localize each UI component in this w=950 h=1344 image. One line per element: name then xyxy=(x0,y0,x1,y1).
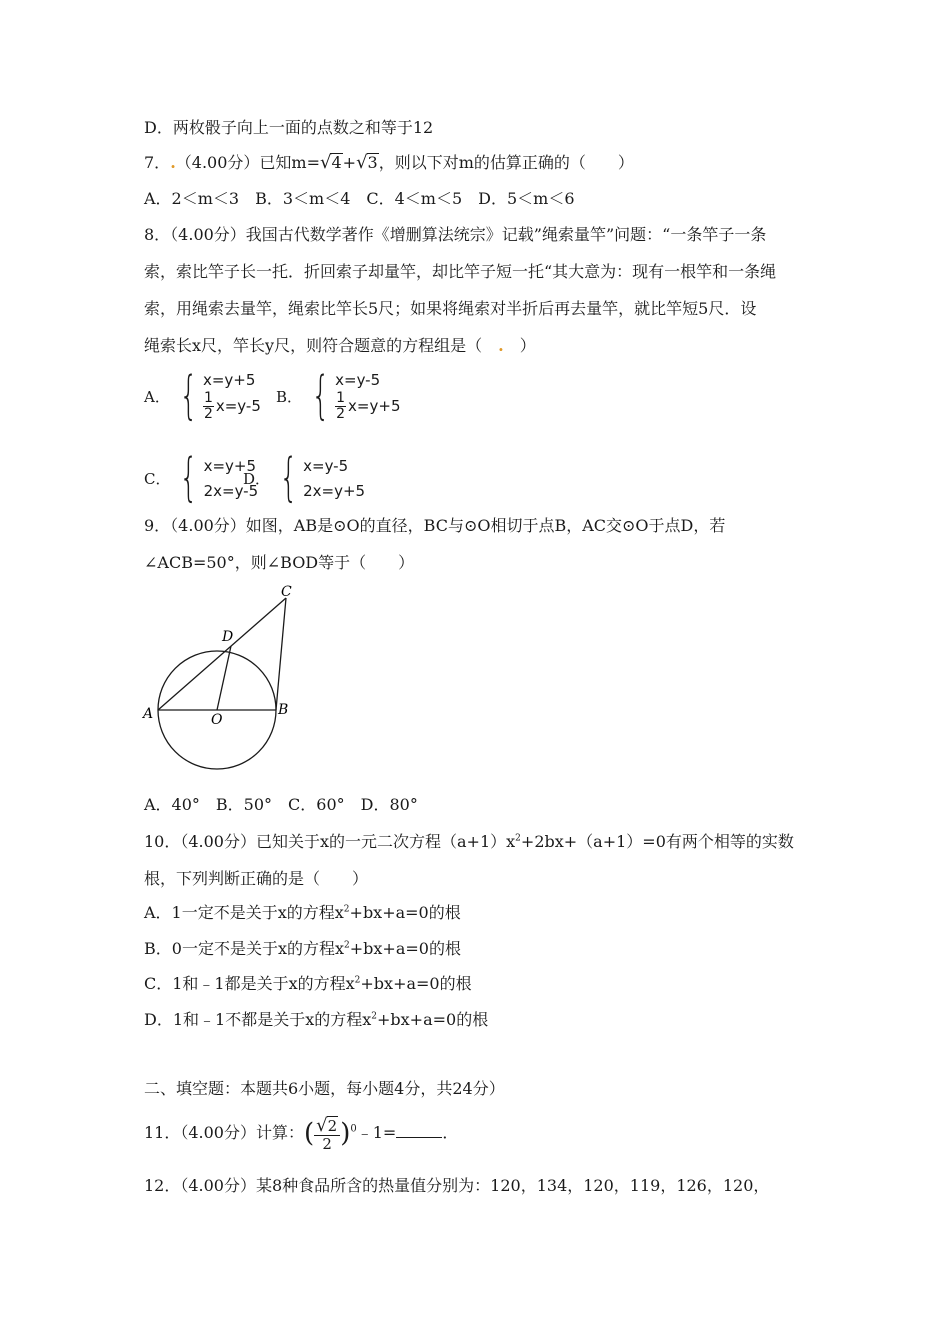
option-text: A．1一定不是关于x的方程x xyxy=(144,903,344,922)
q7-score: （4.00分）已知m= xyxy=(175,153,320,172)
equation: x=y-5 xyxy=(335,371,381,389)
q8-line-4-text: 绳索长x尺，竿长y尺，则符合题意的方程组是（ xyxy=(144,336,483,355)
option-label: B． xyxy=(276,387,303,406)
equation: x=y-5 xyxy=(303,456,349,475)
fraction xyxy=(335,391,346,422)
equation: 2x=y+5 xyxy=(303,481,366,500)
exponent: 2 xyxy=(371,1011,377,1022)
q10-option-b xyxy=(144,938,461,960)
q10-line-1 xyxy=(144,831,794,853)
label-c: C xyxy=(281,584,292,600)
q8-line-3: 索，用绳索去量竿，绳索比竿长5尺；如果将绳索对半折后再去量竿，就比竿短5尺．设 xyxy=(144,299,757,318)
q7-radicand-1: 4 xyxy=(331,153,342,172)
sqrt-icon: √ xyxy=(356,152,368,173)
sqrt-icon: √ xyxy=(319,152,332,173)
equation: 2x=y-5 xyxy=(203,481,259,500)
q7-number: 7． xyxy=(144,153,171,172)
label-b: B xyxy=(278,702,289,718)
q8-line-4 xyxy=(144,335,536,357)
segment-od xyxy=(217,646,231,710)
q10-line-1-b: +2bx+（a+1）=0有两个相等的实数 xyxy=(520,832,794,851)
equation xyxy=(335,390,400,422)
q7-plus: + xyxy=(342,153,357,172)
fraction-denominator: 2 xyxy=(336,405,346,422)
option-label: A． xyxy=(144,387,170,406)
exponent: 2 xyxy=(343,904,350,915)
q7-radicand-2: 3 xyxy=(367,153,378,172)
fraction xyxy=(314,1116,340,1152)
q8-line-2: 索，索比竿子长一托．折回索子却量竿，却比竿子短一托“其大意为：现有一根竿和一条绳 xyxy=(144,262,777,281)
fraction-denominator: 2 xyxy=(203,405,213,422)
q9-geometry-figure xyxy=(138,578,308,773)
option-tail: +bx+a=0的根 xyxy=(349,903,461,922)
q8-line-4-close: ） xyxy=(519,336,536,355)
equation xyxy=(203,390,261,422)
bullet-dot-icon: . xyxy=(170,153,176,172)
q8-option-d xyxy=(243,448,366,508)
q12-line-1: 12．（4.00分）某8种食品所含的热量值分别为：120，134，120，119，126，120， xyxy=(144,1176,770,1195)
option-tail: +bx+a=0的根 xyxy=(360,974,472,993)
brace-icon: { xyxy=(179,448,199,508)
equation: x=y+5 xyxy=(203,456,257,475)
exponent: 0 xyxy=(350,1123,357,1135)
radicand: 2 xyxy=(327,1116,338,1135)
q7-stem xyxy=(144,152,634,174)
answer-blank[interactable] xyxy=(396,1121,442,1138)
q10-line-2: 根，下列判断正确的是（ ） xyxy=(144,869,369,888)
exponent: 2 xyxy=(344,940,350,951)
paren-close: ) xyxy=(340,1118,351,1149)
q11-end: ． xyxy=(442,1123,459,1142)
q8-option-c xyxy=(144,448,259,508)
label-a: A xyxy=(143,706,154,722)
exponent: 2 xyxy=(354,975,361,986)
option-text: C．1和﹣1都是关于x的方程x xyxy=(144,974,355,993)
q10-option-c xyxy=(144,973,472,995)
q6-option-d: D．两枚骰子向上一面的点数之和等于12 xyxy=(144,118,434,137)
label-d: D xyxy=(222,629,234,645)
line-ac xyxy=(158,598,286,710)
paren-open: ( xyxy=(304,1118,315,1149)
equation-rest: x=y-5 xyxy=(215,397,261,415)
q10-option-d xyxy=(144,1009,488,1031)
brace-icon: { xyxy=(311,366,330,426)
exponent: 2 xyxy=(515,833,521,844)
option-tail: +bx+a=0的根 xyxy=(376,1010,489,1029)
equation-rest: x=y+5 xyxy=(348,397,401,415)
option-text: D．1和﹣1不都是关于x的方程x xyxy=(144,1010,372,1029)
q11-stem xyxy=(144,1114,458,1153)
option-label: C． xyxy=(144,469,171,488)
q8-option-b xyxy=(276,366,401,426)
fraction xyxy=(203,391,214,422)
bullet-dot-icon: . xyxy=(498,336,504,355)
fraction-numerator: 1 xyxy=(336,389,346,406)
sqrt-icon: √ xyxy=(316,1114,328,1136)
q9-line-2: ∠ACB=50°，则∠BOD等于（ ） xyxy=(144,553,415,572)
q8-line-1: 8．（4.00分）我国古代数学著作《增删算法统宗》记载”绳索量竿”问题：“一条竿子一条 xyxy=(144,225,767,244)
q8-option-a xyxy=(144,366,261,426)
option-tail: +bx+a=0的根 xyxy=(349,939,461,958)
fraction-numerator: 1 xyxy=(203,389,213,406)
q11-prefix: 11．（4.00分）计算： xyxy=(144,1123,304,1142)
q7-rest: ，则以下对m的估算正确的（ ） xyxy=(378,153,634,172)
q11-rest: ﹣1= xyxy=(356,1123,397,1142)
q9-line-1: 9．（4.00分）如图，AB是⊙O的直径，BC与⊙O相切于点B，AC交⊙O于点D，若 xyxy=(144,516,726,535)
equation: x=y+5 xyxy=(202,371,256,389)
fraction-numerator xyxy=(314,1116,340,1136)
tangent-bc xyxy=(276,598,286,710)
q9-options: A．40° B．50° C．60° D．80° xyxy=(144,795,418,814)
brace-icon: { xyxy=(179,366,198,426)
section-2-title: 二、填空题：本题共6小题，每小题4分，共24分） xyxy=(144,1079,505,1098)
label-o: O xyxy=(211,712,223,728)
option-label: D． xyxy=(243,469,271,488)
fraction-denominator: 2 xyxy=(322,1134,332,1153)
brace-icon: { xyxy=(279,448,298,508)
q7-options: A．2＜m＜3 B．3＜m＜4 C．4＜m＜5 D．5＜m＜6 xyxy=(144,189,575,208)
q10-option-a xyxy=(144,902,461,924)
q10-line-1-a: 10．（4.00分）已知关于x的一元二次方程（a+1）x xyxy=(144,832,516,851)
option-text: B．0一定不是关于x的方程x xyxy=(144,939,344,958)
